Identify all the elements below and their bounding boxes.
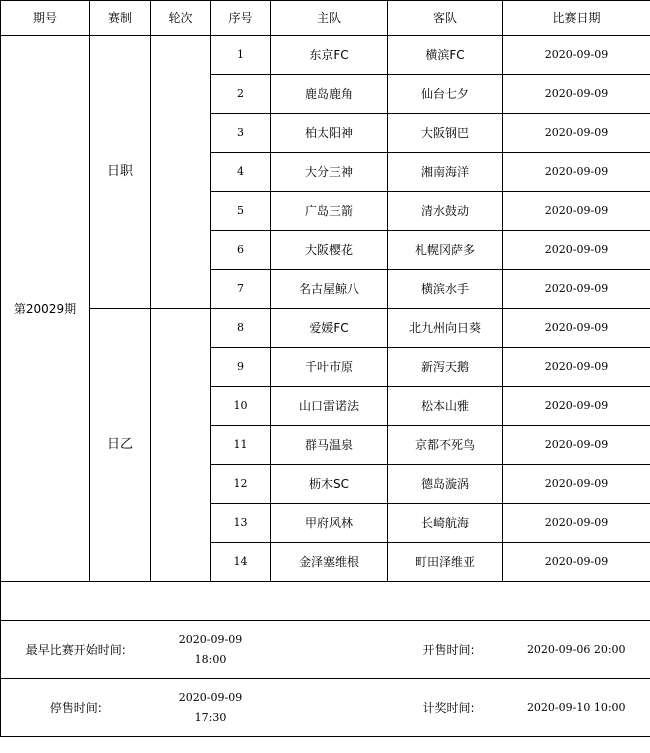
home-team: 爱媛FC: [271, 309, 388, 348]
sale-stop-value: [151, 679, 271, 737]
earliest-date: 2020-09-09: [178, 632, 243, 646]
away-team: 大阪钢巴: [388, 114, 503, 153]
home-team: 枥木SC: [271, 465, 388, 504]
away-team: 京都不死鸟: [388, 426, 503, 465]
spacer-cell: [1, 582, 650, 621]
table-row: [1, 309, 650, 348]
table-row: [1, 36, 650, 75]
seq-cell: 7: [211, 270, 271, 309]
earliest-value: [151, 621, 271, 679]
match-date: 2020-09-09: [503, 465, 650, 504]
seq-cell: 11: [211, 426, 271, 465]
home-team: 千叶市原: [271, 348, 388, 387]
home-team: 大分三神: [271, 153, 388, 192]
away-team: 长崎航海: [388, 504, 503, 543]
away-team: 仙台七夕: [388, 75, 503, 114]
match-date: 2020-09-09: [503, 504, 650, 543]
competition-cell-j2: 日乙: [90, 309, 151, 582]
sale-open-value: 2020-09-06 20:00: [503, 621, 650, 679]
seq-cell: 12: [211, 465, 271, 504]
seq-cell: 2: [211, 75, 271, 114]
sale-stop-date: 2020-09-09: [178, 690, 243, 704]
match-date: 2020-09-09: [503, 231, 650, 270]
spacer-row: [1, 582, 650, 621]
seq-cell: 13: [211, 504, 271, 543]
away-team: 札幌冈萨多: [388, 231, 503, 270]
header-period: 期号: [1, 1, 90, 36]
home-team: 甲府风林: [271, 504, 388, 543]
away-team: 北九州向日葵: [388, 309, 503, 348]
match-date: 2020-09-09: [503, 270, 650, 309]
seq-cell: 4: [211, 153, 271, 192]
sale-open-label: 开售时间:: [271, 621, 503, 679]
match-date: 2020-09-09: [503, 426, 650, 465]
header-competition: 赛制: [90, 1, 151, 36]
header-date: 比赛日期: [503, 1, 650, 36]
period-cell: 第20029期: [1, 36, 90, 582]
away-team: 横滨水手: [388, 270, 503, 309]
match-date: 2020-09-09: [503, 192, 650, 231]
seq-cell: 9: [211, 348, 271, 387]
home-team: 名古屋鲸八: [271, 270, 388, 309]
seq-cell: 6: [211, 231, 271, 270]
home-team: 广岛三箭: [271, 192, 388, 231]
header-round: 轮次: [151, 1, 211, 36]
header-row: [1, 1, 650, 36]
info-row-stop: [1, 679, 650, 737]
header-away: 客队: [388, 1, 503, 36]
seq-cell: 8: [211, 309, 271, 348]
match-date: 2020-09-09: [503, 153, 650, 192]
earliest-label: 最早比赛开始时间:: [1, 621, 151, 679]
home-team: 金泽塞维根: [271, 543, 388, 582]
seq-cell: 3: [211, 114, 271, 153]
header-home: 主队: [271, 1, 388, 36]
away-team: 松本山雅: [388, 387, 503, 426]
earliest-time: 18:00: [194, 652, 227, 666]
competition-cell-j1: 日职: [90, 36, 151, 309]
home-team: 群马温泉: [271, 426, 388, 465]
sale-stop-time: 17:30: [194, 710, 227, 724]
seq-cell: 1: [211, 36, 271, 75]
info-row-earliest: [1, 621, 650, 679]
home-team: 山口雷诺法: [271, 387, 388, 426]
home-team: 鹿岛鹿角: [271, 75, 388, 114]
match-date: 2020-09-09: [503, 387, 650, 426]
prize-value: 2020-09-10 10:00: [503, 679, 650, 737]
header-seq: 序号: [211, 1, 271, 36]
home-team: 柏太阳神: [271, 114, 388, 153]
seq-cell: 5: [211, 192, 271, 231]
away-team: 清水鼓动: [388, 192, 503, 231]
round-cell: [151, 309, 211, 582]
round-cell: [151, 36, 211, 309]
prize-label: 计奖时间:: [271, 679, 503, 737]
home-team: 大阪樱花: [271, 231, 388, 270]
match-date: 2020-09-09: [503, 75, 650, 114]
match-date: 2020-09-09: [503, 309, 650, 348]
sale-stop-label: 停售时间:: [1, 679, 151, 737]
away-team: 德岛漩涡: [388, 465, 503, 504]
match-date: 2020-09-09: [503, 114, 650, 153]
away-team: 横滨FC: [388, 36, 503, 75]
home-team: 东京FC: [271, 36, 388, 75]
match-date: 2020-09-09: [503, 543, 650, 582]
seq-cell: 14: [211, 543, 271, 582]
seq-cell: 10: [211, 387, 271, 426]
match-date: 2020-09-09: [503, 348, 650, 387]
away-team: 新泻天鹅: [388, 348, 503, 387]
match-date: 2020-09-09: [503, 36, 650, 75]
away-team: 町田泽维亚: [388, 543, 503, 582]
away-team: 湘南海洋: [388, 153, 503, 192]
